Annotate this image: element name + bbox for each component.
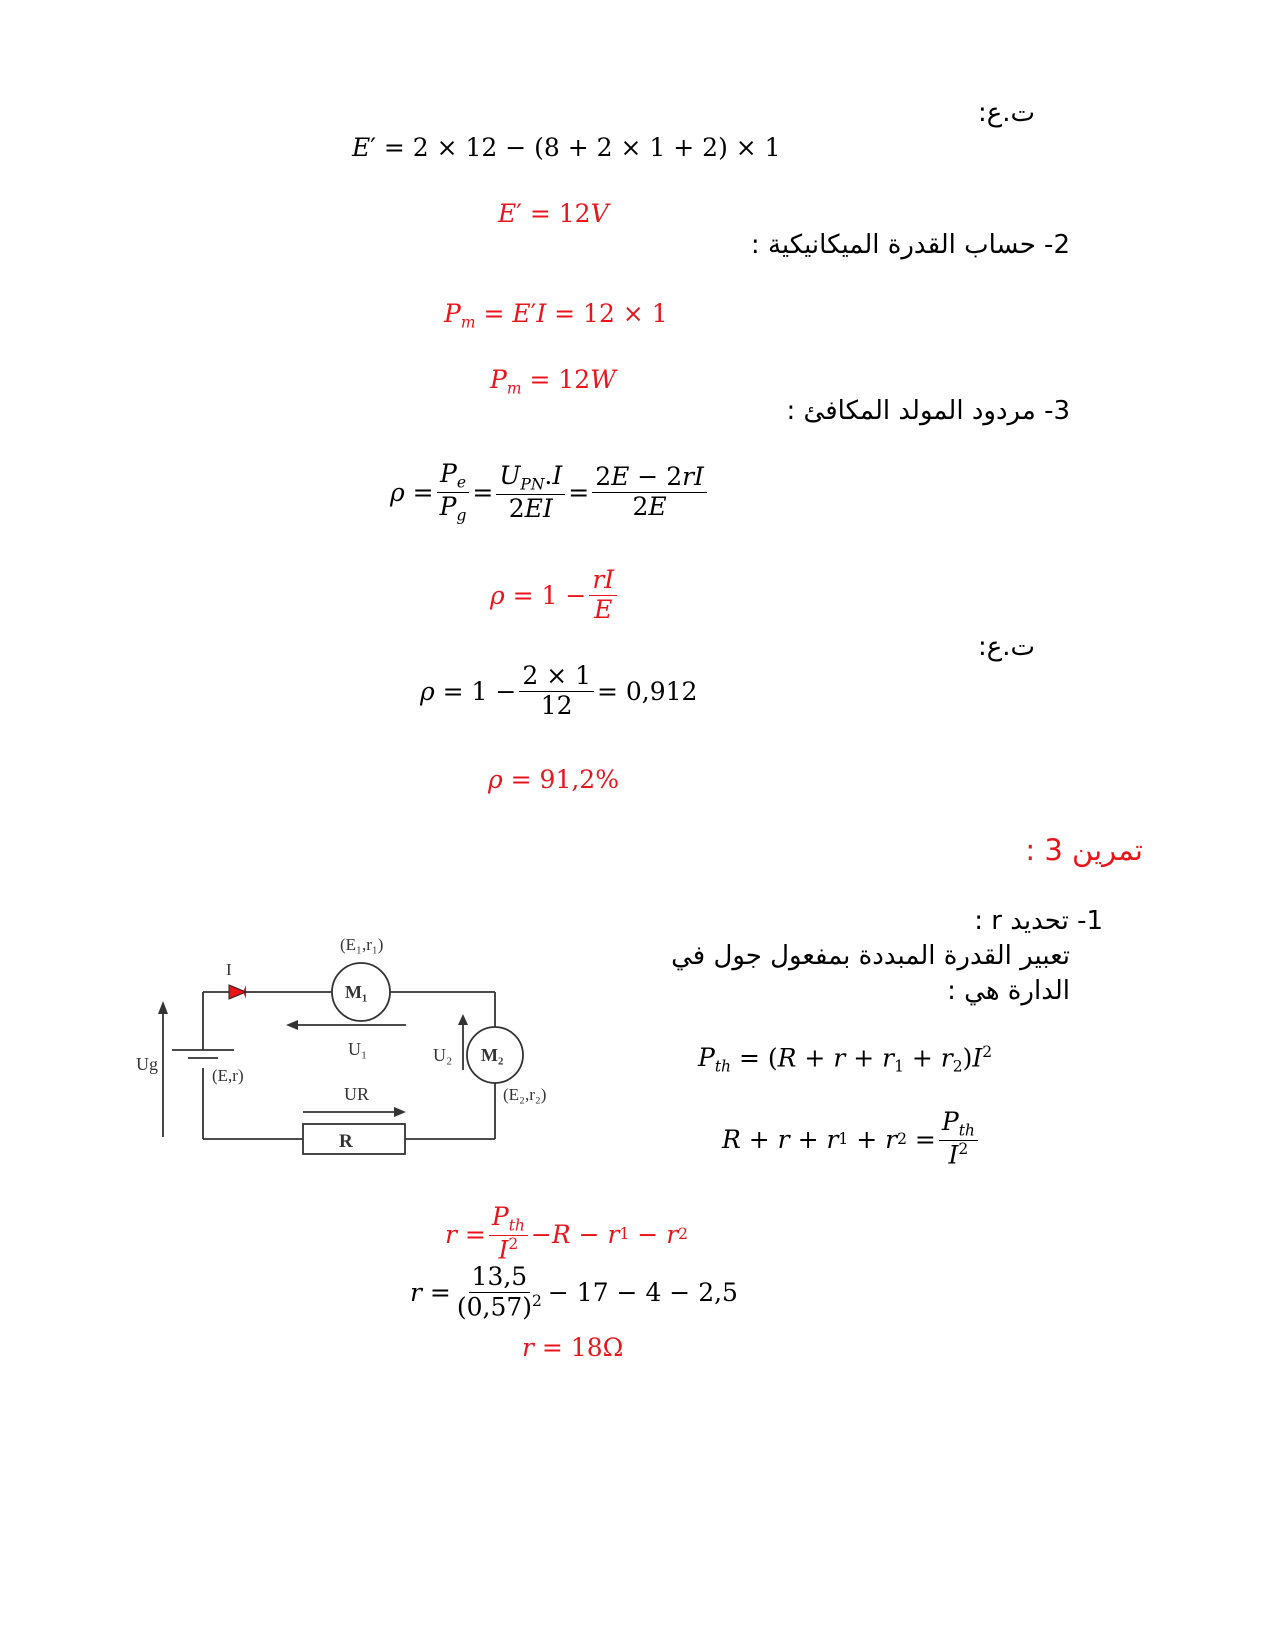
label-u1: U₁	[348, 1039, 368, 1059]
efficiency-calculation: ρ = 1 − $\frac{2 \times 1}{12}$ = 0,912	[420, 661, 698, 720]
label-u2: U₂	[433, 1045, 453, 1065]
question-2-title: 2- حساب القدرة الميكانيكية :	[750, 230, 1070, 260]
circuit-diagram	[120, 925, 570, 1165]
label-m1: M₁	[345, 982, 368, 1002]
efficiency-simplified: ρ = 1 − $\frac{rI}{E}$	[490, 566, 620, 625]
efficiency-definition: ρ = $\frac{P_e}{P_g}$ = $\frac{U_{PN}.I}{2EI}$ = $\frac{2E - 2rI}{2E}$	[390, 460, 710, 525]
label-current-i: I	[226, 960, 232, 979]
question-3-title: 3- مردود المولد المكافئ :	[786, 396, 1070, 426]
internal-resistance-calculation: r = $\frac{13,5}{(0,57)^2}$ − 17 − 4 − 2,5	[410, 1262, 738, 1322]
label-m2: M₂	[481, 1045, 504, 1065]
numerical-application-label-2: ت.ع:	[977, 632, 1035, 662]
label-e-r: (E,r)	[212, 1066, 244, 1085]
e-prime-result: E′ = 12V	[498, 199, 609, 228]
internal-resistance-formula: r = $\frac{P_{th}}{I^2}$ − R − r 1 − r 2	[445, 1202, 689, 1265]
u2-arrowhead	[458, 1014, 468, 1025]
label-e1-r1: (E₁,r₁)	[340, 935, 384, 954]
mechanical-power-result: $P_m = 12W$	[490, 365, 616, 398]
label-ur: UR	[344, 1084, 370, 1104]
joule-power-text-line1: تعبير القدرة المبددة بمفعول جول في	[671, 941, 1070, 971]
efficiency-result: ρ = 91,2%	[488, 765, 619, 794]
mechanical-power-formula: $P_m = E'I = 12 \times 1$	[444, 299, 668, 332]
label-e2-r2: (E₂,r₂)	[503, 1085, 547, 1104]
resistance-sum-formula: R + r + r 1 + r 2 = $\frac{P_{th}}{I^2}$	[722, 1108, 981, 1170]
current-arrowhead	[229, 985, 246, 999]
label-ug: Ug	[136, 1054, 158, 1074]
question-1-title: 1- تحديد r :	[974, 906, 1103, 936]
internal-resistance-result: r = 18Ω	[522, 1333, 624, 1362]
numerical-application-label: ت.ع:	[977, 98, 1035, 128]
ur-arrowhead	[394, 1107, 406, 1117]
joule-power-text-line2: الدارة هي :	[947, 976, 1070, 1006]
exercise-3-title: تمرين 3 :	[1025, 833, 1143, 867]
resistor-symbol	[303, 1124, 405, 1154]
ug-arrowhead	[158, 1001, 168, 1014]
e-prime-calculation: E′ = 2 × 12 − (8 + 2 × 1 + 2) × 1	[352, 133, 781, 162]
u1-arrowhead	[286, 1020, 298, 1030]
label-resistor: R	[339, 1131, 353, 1152]
joule-power-formula: $P_{th} = (R + r + r_1 + r_2)I^2$	[698, 1043, 993, 1076]
